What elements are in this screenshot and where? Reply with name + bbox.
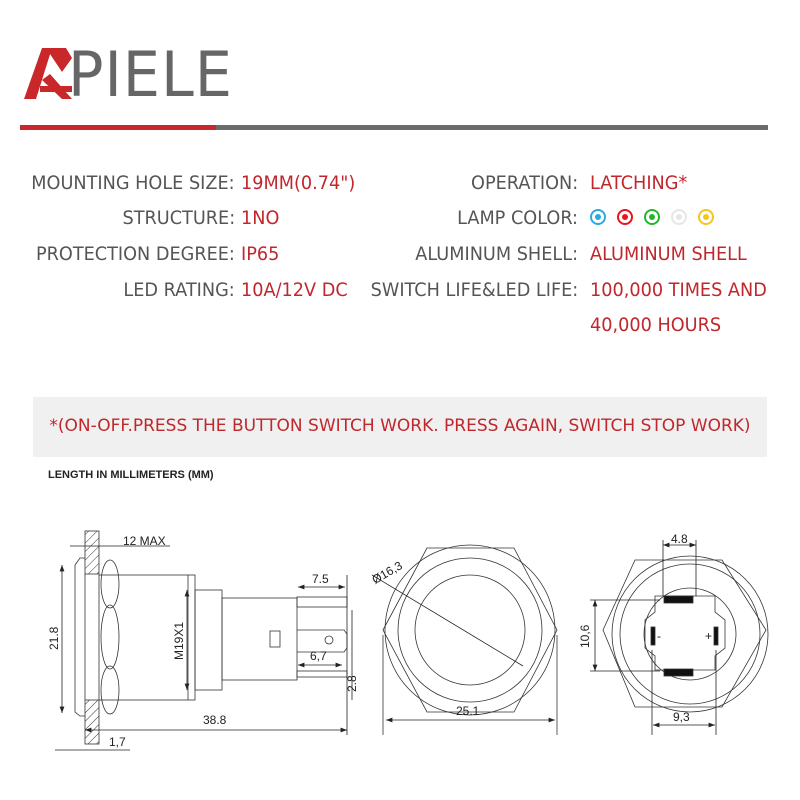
dim-back-width: 9,3 (673, 710, 690, 724)
spec-value: 1NO (241, 207, 280, 229)
dim-pin-span: 10,6 (578, 624, 592, 648)
dim-diameter: Ø16,3 (369, 558, 405, 587)
dim-pin2: 6,7 (310, 649, 327, 663)
spec-label: MOUNTING HOLE SIZE: (31, 172, 235, 194)
spec-value: 40,000 HOURS (590, 314, 722, 336)
dim-12max: 12 MAX (123, 534, 166, 548)
spec-value: 10A/12V DC (241, 279, 348, 301)
note-text: *(ON-OFF.PRESS THE BUTTON SWITCH WORK. PRESS AGAIN, SWITCH STOP WORK) (49, 416, 751, 436)
spec-label: ALUMINUM SHELL: (415, 243, 578, 265)
dim-pin-length: 7.5 (312, 572, 329, 586)
brand-name: PIELE (68, 38, 233, 111)
minus-sign: - (657, 629, 661, 643)
plus-sign: + (705, 629, 713, 643)
dim-pin-width-back: 4.8 (671, 532, 688, 546)
spec-value: ALUMINUM SHELL (590, 243, 747, 265)
dim-height: 21.8 (47, 626, 61, 650)
spec-label: STRUCTURE: (122, 207, 235, 229)
dim-panel: 1,7 (109, 735, 126, 749)
spec-label: SWITCH LIFE&LED LIFE: (370, 279, 578, 301)
spec-value: 100,000 TIMES AND (590, 279, 767, 301)
dim-length: 38.8 (203, 713, 227, 727)
dim-thread: M19X1 (172, 621, 186, 660)
dim-pin-width: 2.8 (345, 675, 359, 692)
back-view-drawing (590, 540, 768, 735)
spec-label: OPERATION: (470, 172, 578, 194)
dim-front-width: 25.1 (456, 704, 480, 718)
spec-value: IP65 (241, 243, 280, 265)
spec-label: LAMP COLOR: (457, 207, 578, 229)
units-title: LENGTH IN MILLIMETERS (MM) (48, 469, 214, 481)
spec-label: LED RATING: (123, 279, 235, 301)
spec-label: PROTECTION DEGREE: (36, 243, 235, 265)
spec-value: LATCHING* (590, 172, 688, 194)
spec-value: 19MM(0.74") (241, 172, 356, 194)
